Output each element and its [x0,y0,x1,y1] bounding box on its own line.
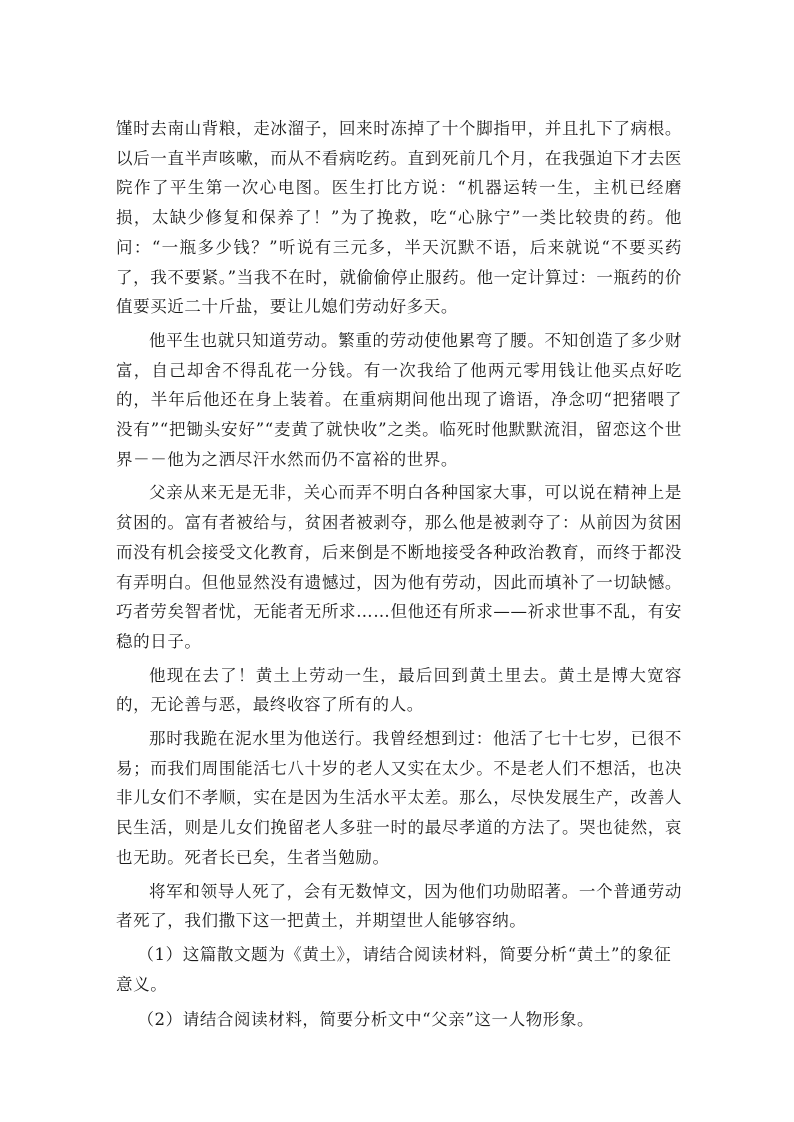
paragraph-1: 馑时去南山背粮，走冰溜子，回来时冻掉了十个脚指甲，并且扎下了病根。以后一直半声咳嗽，而从不看病吃药。直到死前几个月，在我强迫下才去医院作了平生第一次心电图。医生打比方说：“机器运转一生，主机已经磨损，太缺少修复和保养了！”为了挽救，吃“心脉宁”一类比较贵的药。他问：“一瓶多少钱？”听说有三元多，半天沉默不语，后来就说“不要买药了，我不要紧。”当我不在时，就偷偷停止服药。他一定计算过：一瓶药的价值要买近二十斤盐，要让儿媳们劳动好多天。 [116,119,682,317]
question-1: （1）这篇散文题为《黄土》，请结合阅读材料，简要分析“黄土”的象征意义。 [116,944,672,994]
paragraph-5: 那时我跪在泥水里为他送行。我曾经想到过：他活了七十七岁，已很不易；而我们周围能活七八十岁的老人又实在太少。不是老人们不想活，也决非儿女们不孝顺，实在是因为生活水平太差。那么，尽快发展生产，改善人民生活，则是儿女们挽留老人多驻一时的最尽孝道的方法了。哭也徒然，哀也无助。死者长已矣，生者当勉励。 [116,729,682,867]
paragraph-4: 他现在去了！黄土上劳动一生，最后回到黄土里去。黄土是博大宽容的，无论善与恶，最终收容了所有的人。 [116,665,682,715]
question-2: （2）请结合阅读材料，简要分析文中“父亲”这一人物形象。 [137,1010,595,1030]
document-page [116,114,682,1041]
paragraph-2: 他平生也就只知道劳动。繁重的劳动使他累弯了腰。不知创造了多少财富，自己却舍不得乱花一分钱。有一次我给了他两元零用钱让他买点好吃的，半年后他还在身上装着。在重病期间他出现了谵语，净念叨“把猪喂了没有”“把锄头安好”“麦黄了就快收”之类。临死时他默默流泪，留恋这个世界－－他为之洒尽汗水然而仍不富裕的世界。 [116,330,682,469]
paragraph-6: 将军和领导人死了，会有无数悼文，因为他们功勋昭著。一个普通劳动者死了，我们撒下这一把黄土，并期望世人能够容纳。 [116,881,682,931]
paragraph-3: 父亲从来无是无非，关心而弄不明白各种国家大事，可以说在精神上是贫困的。富有者被给与，贫困者被剥夺，那么他是被剥夺了：从前因为贫困而没有机会接受文化教育，后来倒是不断地接受各种政治教育，而终于都没有弄明白。但他显然没有遗憾过，因为他有劳动，因此而填补了一切缺憾。巧者劳矣智者忧，无能者无所求……但他还有所求——祈求世事不乱，有安稳的日子。 [116,483,682,651]
